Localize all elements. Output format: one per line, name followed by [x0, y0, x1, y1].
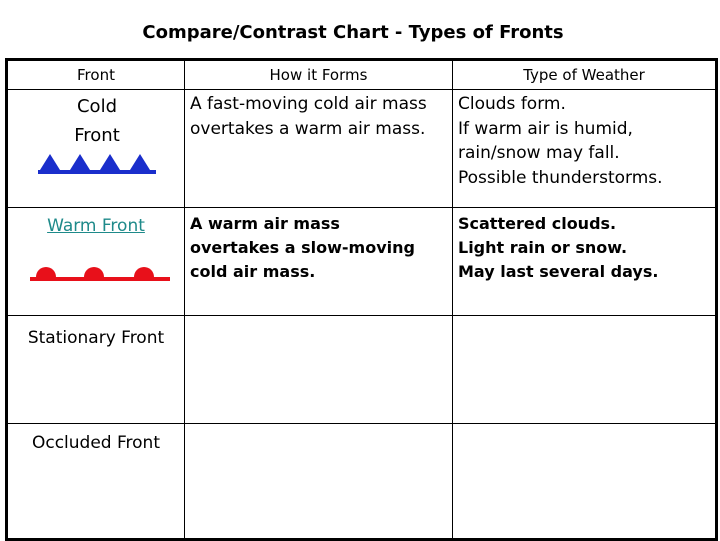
table-row-cold-front	[7, 90, 717, 208]
cell-how-stationary	[185, 316, 453, 424]
table-row-stationary-front	[7, 316, 717, 424]
cell-weather-occluded	[453, 424, 717, 540]
cold-front-triangle	[100, 154, 120, 170]
table-row-occluded-front	[7, 424, 717, 540]
cell-weather-warm	[453, 208, 717, 316]
warm-front-semicircle	[36, 267, 56, 277]
header-type-of-weather: Type of Weather	[453, 60, 717, 90]
weather-line: Possible thunderstorms.	[458, 167, 663, 188]
how-line: A warm air mass	[190, 214, 340, 233]
weather-line: If warm air is humid,	[458, 118, 633, 139]
front-name-stationary: Stationary Front	[27, 328, 165, 348]
weather-line: Light rain or snow.	[458, 238, 628, 257]
cold-front-triangle	[70, 154, 90, 170]
cold-front-symbol-icon	[30, 150, 160, 178]
weather-line: Scattered clouds.	[458, 214, 617, 233]
weather-line: Clouds form.	[458, 94, 566, 114]
weather-text-cold	[453, 90, 715, 190]
warm-front-symbol-icon	[26, 255, 176, 289]
front-name-occluded: Occluded Front	[31, 433, 160, 453]
how-text-warm	[185, 208, 452, 284]
cold-front-triangle	[130, 154, 150, 170]
compare-contrast-table	[5, 58, 718, 541]
warm-front-semicircle	[134, 267, 154, 277]
cell-front-cold	[7, 90, 185, 208]
cell-front-stationary	[7, 316, 185, 424]
weather-text-warm	[453, 208, 715, 284]
table-row-warm-front	[7, 208, 717, 316]
weather-text-stationary	[453, 316, 715, 318]
how-text-cold: A fast-moving cold air mass overtakes a warm air mass.	[190, 94, 427, 139]
cold-front-line	[38, 170, 156, 174]
cell-how-occluded	[185, 424, 453, 540]
warm-front-semicircle	[84, 267, 104, 277]
header-how-it-forms: How it Forms	[185, 60, 453, 90]
warm-front-link[interactable]: Warm Front	[47, 216, 145, 236]
how-text-stationary	[185, 316, 452, 318]
header-front: Front	[7, 60, 185, 90]
warm-front-line	[30, 277, 170, 281]
weather-line: May last several days.	[458, 262, 659, 281]
table-header-row	[7, 60, 717, 90]
front-name-cold: Cold Front	[74, 96, 120, 146]
cell-front-warm	[7, 208, 185, 316]
how-line: overtakes a slow-moving	[190, 238, 415, 257]
cell-front-occluded	[7, 424, 185, 540]
cold-front-triangle	[40, 154, 60, 170]
cell-weather-cold	[453, 90, 717, 208]
cell-how-warm	[185, 208, 453, 316]
weather-line: rain/snow may fall.	[458, 143, 620, 163]
page-title: Compare/Contrast Chart - Types of Fronts	[142, 22, 564, 43]
cell-weather-stationary	[453, 316, 717, 424]
weather-text-occluded	[453, 424, 715, 426]
cell-how-cold	[185, 90, 453, 208]
how-text-occluded	[185, 424, 452, 426]
how-line: cold air mass.	[190, 262, 316, 281]
